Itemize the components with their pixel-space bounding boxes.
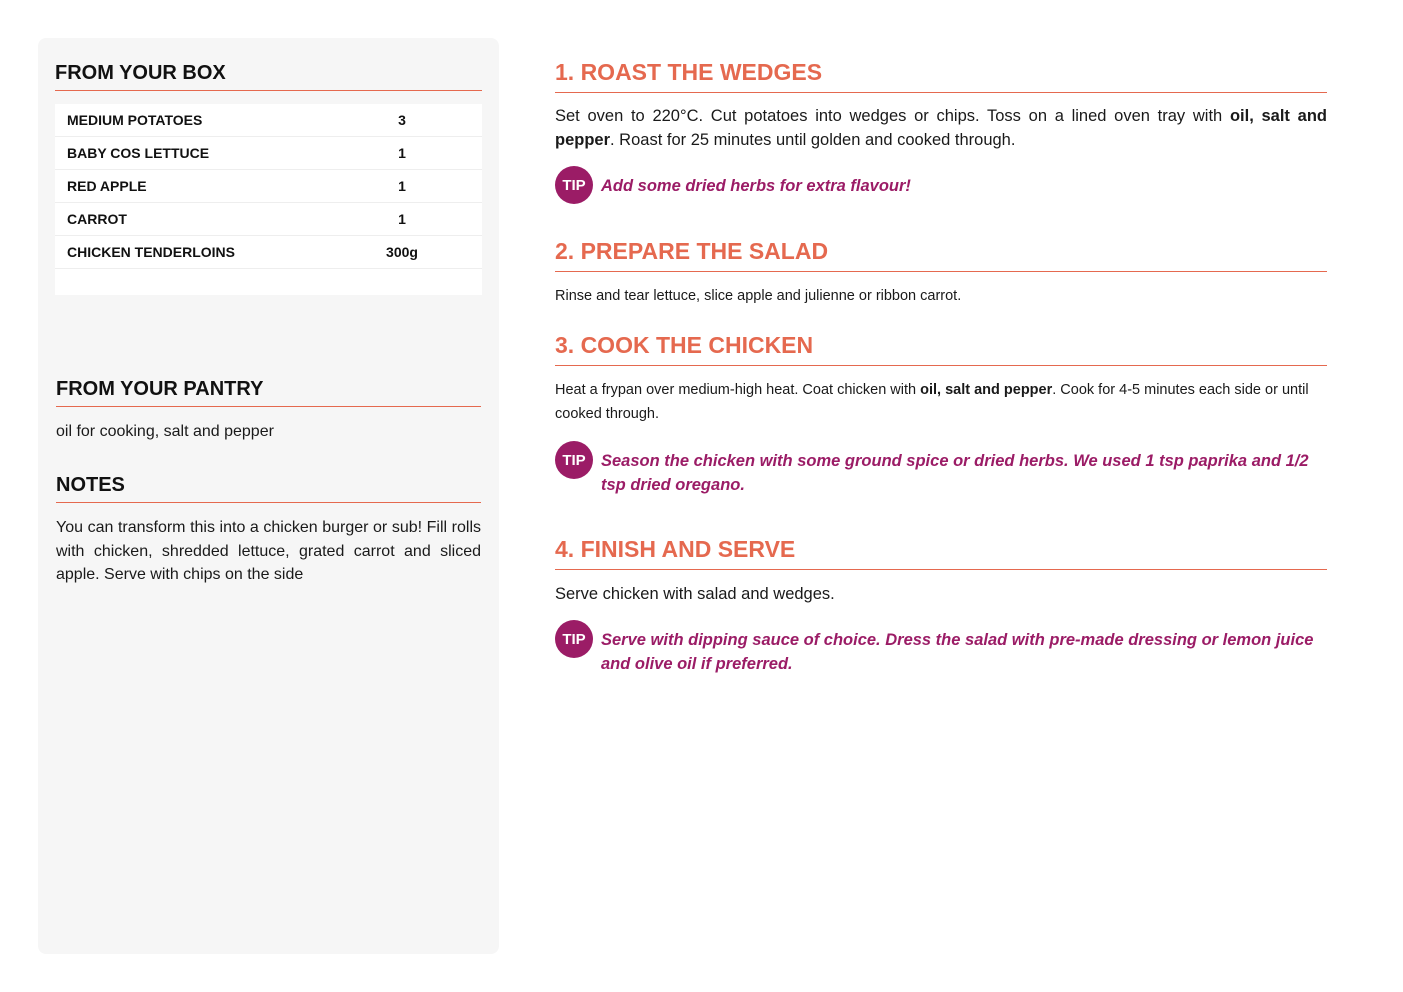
- ingredient-name: CARROT: [67, 211, 127, 227]
- notes-text: You can transform this into a chicken burger or sub! Fill rolls with chicken, shredded lettuce, grated carrot and sliced apple. Serve with chips on the side: [56, 519, 481, 583]
- ingredient-qty: 1: [398, 178, 406, 194]
- ingredient-row: [55, 203, 482, 236]
- ingredient-name: MEDIUM POTATOES: [67, 112, 203, 128]
- ingredient-name: CHICKEN TENDERLOINS: [67, 244, 236, 260]
- ingredient-qty: 1: [398, 145, 406, 161]
- step-1-tip: Add some dried herbs for extra flavour!: [601, 177, 911, 195]
- step-1-text: Set oven to 220°C. Cut potatoes into wedges or chips. Toss on a lined oven tray with oil, salt and pepper. Roast for 25 minutes until golden and cooked through.: [555, 107, 1327, 149]
- step-2-text: Rinse and tear lettuce, slice apple and julienne or ribbon carrot.: [555, 288, 962, 304]
- ingredient-name: RED APPLE: [67, 178, 147, 194]
- from-your-pantry-heading: FROM YOUR PANTRY: [56, 378, 481, 407]
- step-3-tip: Season the chicken with some ground spice or dried herbs. We used 1 tsp paprika and 1/2 tsp dried oregano.: [601, 452, 1309, 494]
- tip-badge: TIP: [555, 620, 593, 658]
- ingredient-row: [55, 236, 482, 269]
- ingredient-qty: 1: [398, 211, 406, 227]
- step-1-title: 1. ROAST THE WEDGES: [555, 59, 1327, 93]
- ingredients-table: [55, 104, 482, 295]
- ingredient-qty: 300g: [386, 244, 418, 260]
- tip-badge: TIP: [555, 166, 593, 204]
- notes-heading: NOTES: [56, 474, 481, 503]
- step-4-title: 4. FINISH AND SERVE: [555, 536, 1327, 570]
- step-3-text: Heat a frypan over medium-high heat. Coat chicken with oil, salt and pepper. Cook for 4-5 minutes each side or until cooked through.: [555, 382, 1309, 422]
- from-your-box-heading: FROM YOUR BOX: [55, 62, 482, 91]
- ingredient-row-empty: [55, 269, 482, 301]
- step-4-tip: Serve with dipping sauce of choice. Dress the salad with pre-made dressing or lemon juice and olive oil if preferred.: [601, 631, 1314, 673]
- ingredient-row: [55, 104, 482, 137]
- ingredient-row: [55, 170, 482, 203]
- tip-badge: TIP: [555, 441, 593, 479]
- ingredient-row: [55, 137, 482, 170]
- ingredient-qty: 3: [398, 112, 406, 128]
- step-3-title: 3. COOK THE CHICKEN: [555, 332, 1327, 366]
- step-2-title: 2. PREPARE THE SALAD: [555, 238, 1327, 272]
- pantry-text: oil for cooking, salt and pepper: [56, 423, 274, 440]
- ingredient-name: BABY COS LETTUCE: [67, 145, 210, 161]
- step-4-text: Serve chicken with salad and wedges.: [555, 585, 835, 603]
